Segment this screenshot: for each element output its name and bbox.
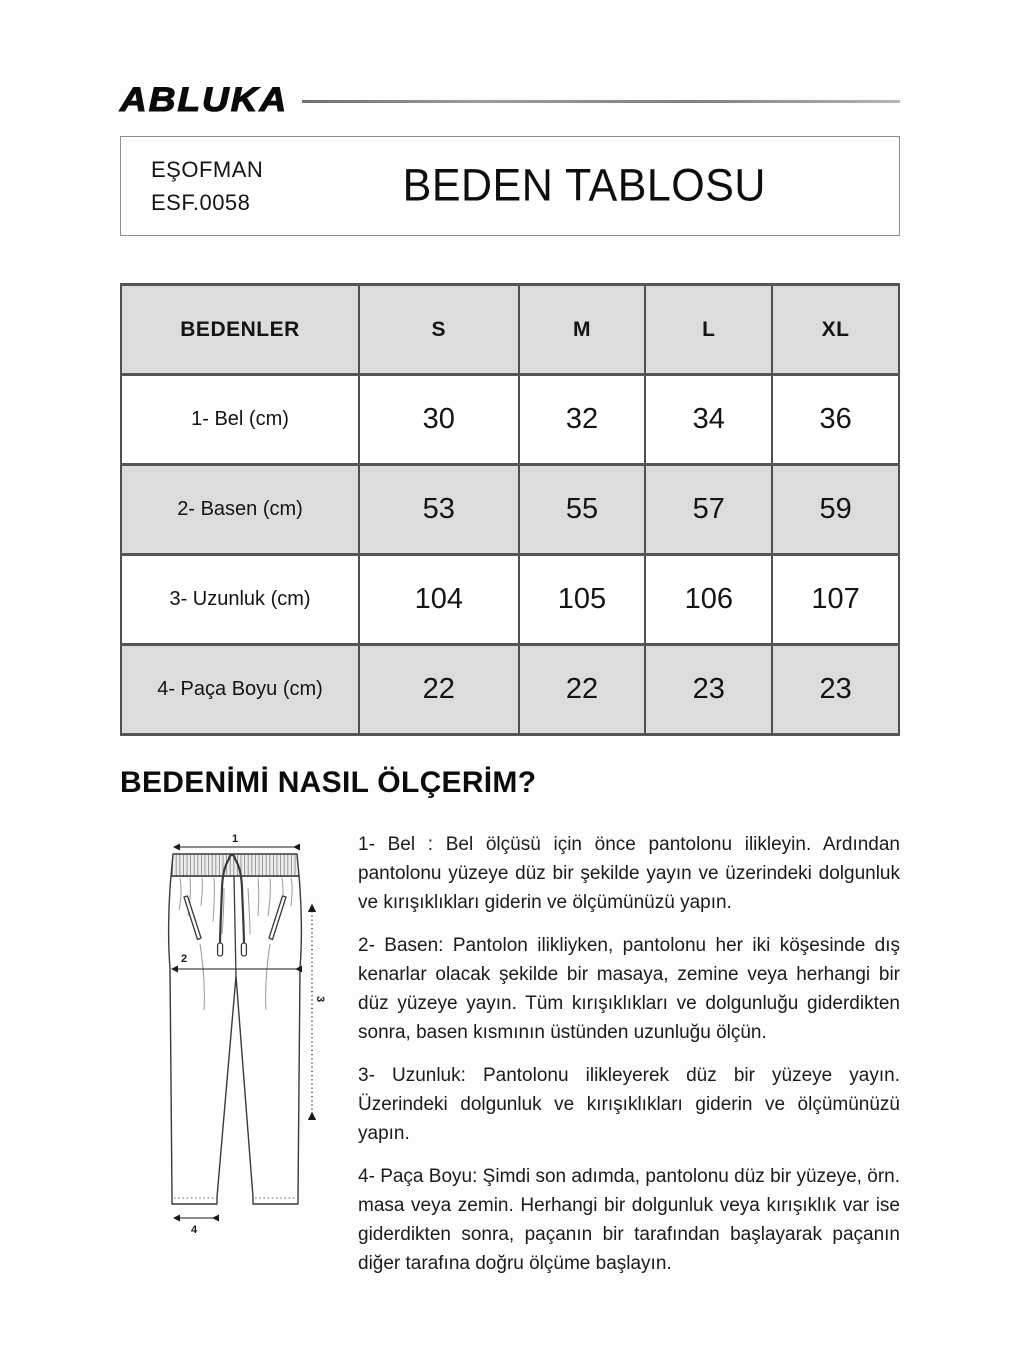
brand-logo: ABLUKA [120, 80, 289, 119]
diagram-column [120, 830, 358, 1292]
value-basen-m: 55 [519, 465, 646, 555]
row-label-bel: 1- Bel (cm) [121, 375, 359, 465]
product-name: EŞOFMAN [151, 157, 264, 182]
value-uzunluk-l: 106 [645, 555, 772, 645]
measure-label-4: 4 [190, 1224, 198, 1234]
page-title: BEDEN TABLOSU [402, 160, 766, 211]
measure-arrow-waist [175, 833, 295, 847]
instruction-uzunluk: 3- Uzunluk: Pantolonu ilikleyerek düz bir yüzeye yayın. Üzerindeki dolgunluk ve kırışıklıkları giderin ve ölçümünüzü yapın. [358, 1065, 900, 1144]
value-basen-l: 57 [645, 465, 772, 555]
size-chart-page [120, 0, 900, 1292]
size-table-header-row [121, 285, 899, 375]
measure-label-3: 3 [314, 995, 326, 1003]
howto-heading: BEDENİMİ NASIL ÖLÇERİM? [120, 766, 537, 799]
value-uzunluk-xl: 107 [772, 555, 899, 645]
header-cell-xl: XL [772, 285, 899, 375]
header-cell-s: S [359, 285, 518, 375]
value-bel-xl: 36 [772, 375, 899, 465]
header-cell-l: L [645, 285, 772, 375]
product-info [151, 153, 263, 219]
title-box [120, 136, 900, 236]
instruction-paca-boyu: 4- Paça Boyu: Şimdi son adımda, pantolonu düz bir yüzeye, örn. masa veya zemin. Herhangi bir dolgunluk veya kırışıklık var ise giderdikten sonra, paçanın bir tarafından başlayarak paçanın diğer tarafına doğru ölçüme başlayın. [358, 1166, 900, 1274]
value-uzunluk-s: 104 [359, 555, 518, 645]
value-basen-xl: 59 [772, 465, 899, 555]
instructions-column [358, 830, 900, 1292]
value-paca-m: 22 [519, 645, 646, 735]
value-bel-m: 32 [519, 375, 646, 465]
table-row-basen [121, 465, 899, 555]
brand-rule-line [302, 100, 900, 103]
row-label-uzunluk: 3- Uzunluk (cm) [121, 555, 359, 645]
brand-header [120, 82, 900, 118]
product-code: ESF.0058 [151, 190, 251, 215]
table-row-bel [121, 375, 899, 465]
instruction-bel: 1- Bel : Bel ölçüsü için önce pantolonu ilikleyin. Ardından pantolonu yüzeye düz bir şekilde yayın ve üzerindeki dolgunluk ve kırışıklıkları giderin ve ölçümünüzü yapın. [358, 834, 900, 913]
measure-label-2: 2 [180, 953, 188, 965]
value-bel-l: 34 [645, 375, 772, 465]
value-bel-s: 30 [359, 375, 518, 465]
measure-line-length [312, 906, 326, 1114]
table-row-paca-boyu [121, 645, 899, 735]
measure-arrow-hem [175, 1218, 214, 1234]
header-cell-m: M [519, 285, 646, 375]
measure-label-1: 1 [231, 833, 239, 845]
instruction-basen: 2- Basen: Pantolon ilikliyken, pantolonu her iki köşesinde dış kenarlar olacak şekilde bir masaya, zemine veya herhangi bir düz yüzeye yayın. Tüm kırışıklıkları ve dolgunluğu giderdikten sonra, basen kısmının üstünden uzunluğu ölçün. [358, 935, 900, 1043]
size-table [120, 283, 900, 736]
row-label-basen: 2- Basen (cm) [121, 465, 359, 555]
row-label-paca-boyu: 4- Paça Boyu (cm) [121, 645, 359, 735]
table-row-uzunluk [121, 555, 899, 645]
header-cell-bedenler: BEDENLER [121, 285, 359, 375]
howto-section [120, 830, 900, 1292]
value-paca-xl: 23 [772, 645, 899, 735]
value-basen-s: 53 [359, 465, 518, 555]
pants-diagram [160, 832, 345, 1234]
value-uzunluk-m: 105 [519, 555, 646, 645]
value-paca-l: 23 [645, 645, 772, 735]
value-paca-s: 22 [359, 645, 518, 735]
